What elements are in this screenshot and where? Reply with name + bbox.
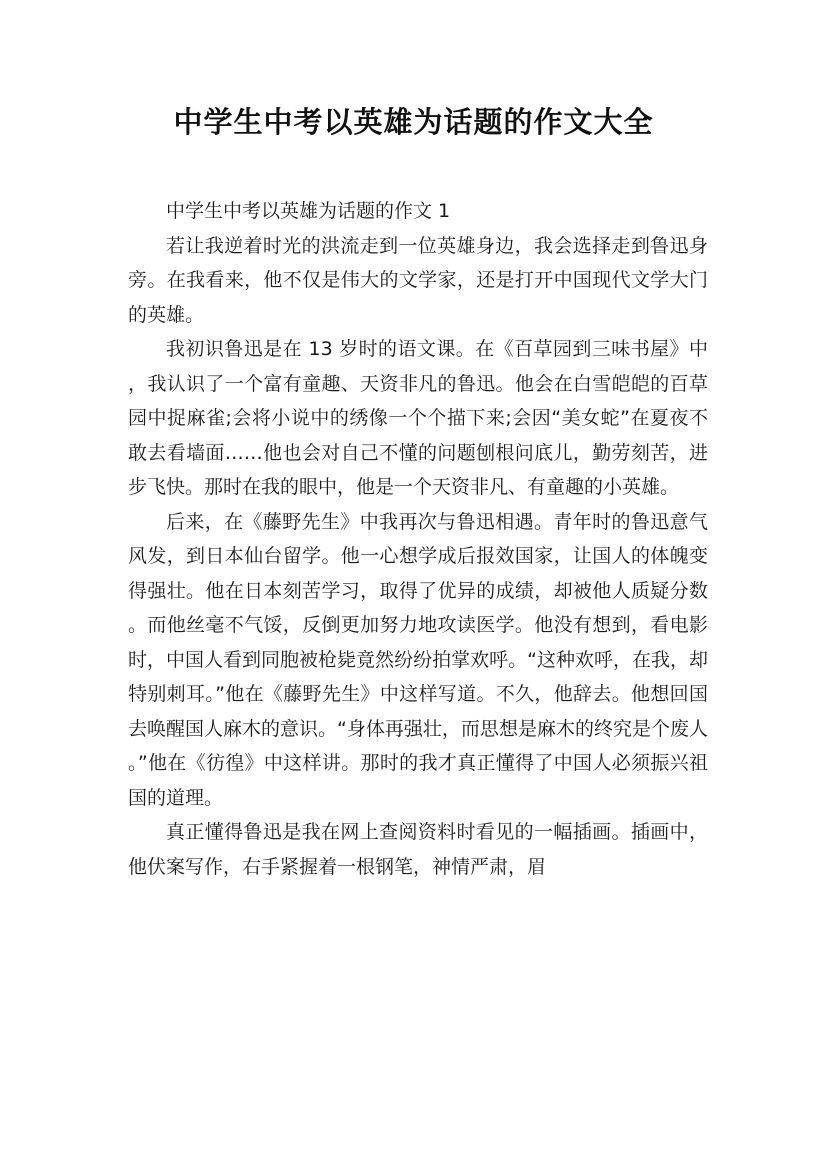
paragraph-2: 我初识鲁迅是在 13 岁时的语文课。在《百草园到三味书屋》中，我认识了一个富有童趣、天资非凡的鲁迅。他会在白雪皑皑的百草园中捉麻雀;会将小说中的绣像一个个描下来;会因“美女蛇”在夏夜不敢去看墙面……他也会对自己不懂的问题刨根问底儿，勤劳刻苦，进步飞快。那时在我的眼中，他是一个天资非凡、有童趣的小英雄。: [128, 338, 708, 498]
document-title: 中学生中考以英雄为话题的作文大全: [173, 105, 654, 139]
essay-subheading: 中学生中考以英雄为话题的作文 1: [166, 200, 451, 222]
paragraph-4: 真正懂得鲁迅是我在网上查阅资料时看见的一幅插画。插画中，他伏案写作，右手紧握着一根钢笔，神情严肃，眉: [128, 821, 708, 878]
document-body: [128, 194, 708, 884]
paragraph-3: 后来，在《藤野先生》中我再次与鲁迅相遇。青年时的鲁迅意气风发，到日本仙台留学。他一心想学成后报效国家，让国人的体魄变得强壮。他在日本刻苦学习，取得了优异的成绩，却被他人质疑分数。而他丝毫不气馁，反倒更加努力地攻读医学。他没有想到，看电影时，中国人看到同胞被枪毙竟然纷纷拍掌欢呼。“这种欢呼，在我，却特别刺耳。”他在《藤野先生》中这样写道。不久，他辞去。他想回国去唤醒国人麻木的意识。“身体再强壮，而思想是麻木的终究是个废人。”他在《彷徨》中这样讲。那时的我才真正懂得了中国人必须振兴祖国的道理。: [128, 510, 708, 809]
paragraph-1: 若让我逆着时光的洪流走到一位英雄身边，我会选择走到鲁迅身旁。在我看来，他不仅是伟大的文学家，还是打开中国现代文学大门的英雄。: [128, 234, 708, 326]
